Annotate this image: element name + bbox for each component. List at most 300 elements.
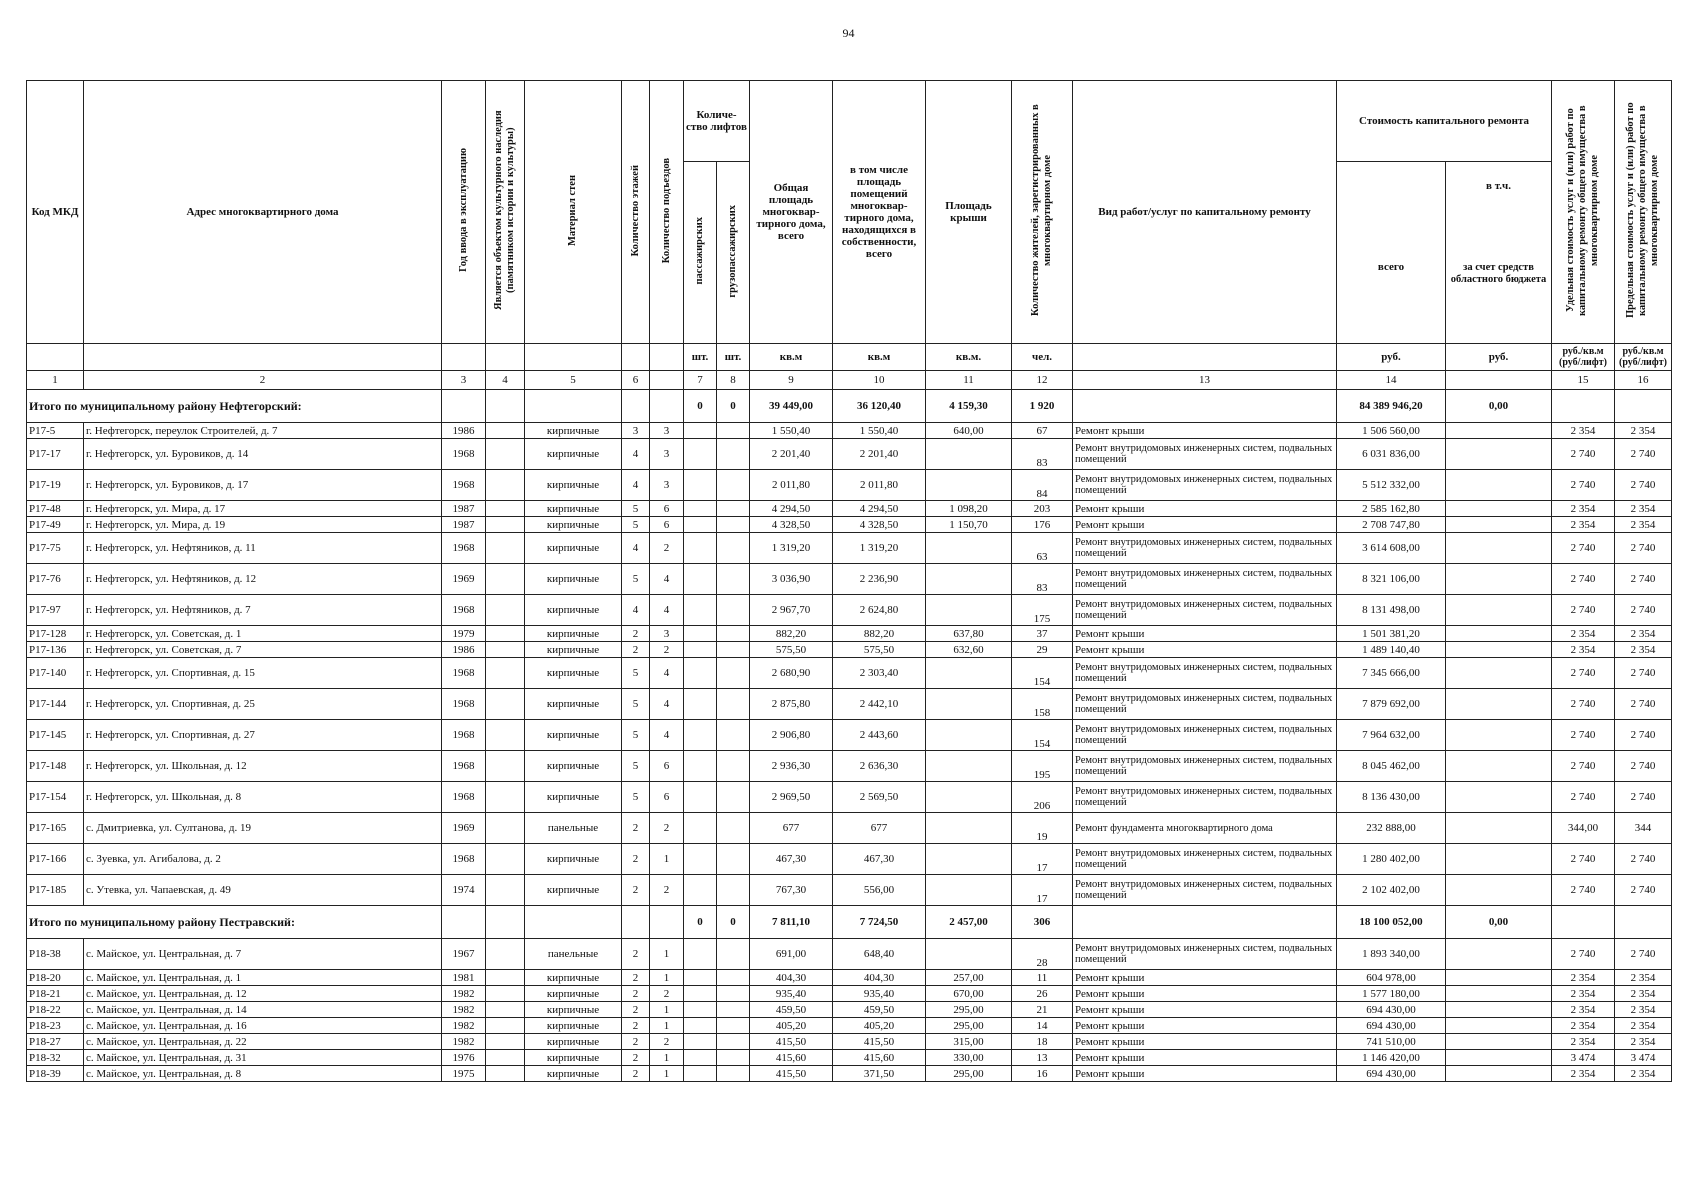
heritage-cell (486, 1002, 525, 1018)
capital-repair-table (26, 80, 1672, 1082)
entrances-count: 6 (650, 517, 684, 533)
total-area: 2 201,40 (750, 439, 833, 470)
total-area: 467,30 (750, 844, 833, 875)
total-area: 677 (750, 813, 833, 844)
header-code: Код МКД (27, 81, 84, 344)
year-built: 1987 (442, 501, 486, 517)
residents-count: 83 (1012, 439, 1073, 470)
cost-total: 7 964 632,00 (1337, 720, 1446, 751)
max-cost: 2 740 (1615, 533, 1672, 564)
lifts-cargo (717, 517, 750, 533)
total-area: 1 550,40 (750, 423, 833, 439)
heritage-cell (486, 1066, 525, 1082)
mkd-address: с. Майское, ул. Центральная, д. 8 (84, 1066, 442, 1082)
mkd-address: г. Нефтегорск, ул. Спортивная, д. 25 (84, 689, 442, 720)
year-built: 1968 (442, 658, 486, 689)
lifts-cargo (717, 689, 750, 720)
total-area: 2 875,80 (750, 689, 833, 720)
wall-material: кирпичные (525, 595, 622, 626)
entrances-count: 3 (650, 423, 684, 439)
cost-regional (1446, 751, 1552, 782)
mkd-address: г. Нефтегорск, ул. Мира, д. 17 (84, 501, 442, 517)
mkd-address: с. Майское, ул. Центральная, д. 22 (84, 1034, 442, 1050)
residents-count: 13 (1012, 1050, 1073, 1066)
table-row (27, 970, 1672, 986)
residents-count: 154 (1012, 720, 1073, 751)
mkd-code: Р18-23 (27, 1018, 84, 1034)
heritage-cell (486, 533, 525, 564)
table-row (27, 689, 1672, 720)
mkd-code: Р17-128 (27, 626, 84, 642)
mkd-address: г. Нефтегорск, ул. Школьная, д. 12 (84, 751, 442, 782)
lifts-passenger (684, 626, 717, 642)
table-row (27, 844, 1672, 875)
entrances-count: 4 (650, 595, 684, 626)
unit-pcs-1: шт. (684, 344, 717, 371)
empty-cell (486, 906, 525, 939)
lifts-passenger (684, 986, 717, 1002)
year-built: 1986 (442, 642, 486, 658)
unit-cost: 2 740 (1552, 751, 1615, 782)
residents-count: 37 (1012, 626, 1073, 642)
total-area: 882,20 (750, 626, 833, 642)
roof-area (926, 720, 1012, 751)
lifts-passenger (684, 875, 717, 906)
roof-area: 1 150,70 (926, 517, 1012, 533)
floors-count: 2 (622, 939, 650, 970)
mkd-code: Р17-165 (27, 813, 84, 844)
header-cost-regional: за счет средств областного бюджета (1450, 262, 1547, 285)
lifts-cargo (717, 1050, 750, 1066)
summary-cost-total: 84 389 946,20 (1337, 390, 1446, 423)
unit-sqm-1: кв.м (750, 344, 833, 371)
total-area: 1 319,20 (750, 533, 833, 564)
roof-area: 1 098,20 (926, 501, 1012, 517)
page-number: 94 (842, 26, 855, 40)
mkd-code: Р18-39 (27, 1066, 84, 1082)
owned-area: 415,60 (833, 1050, 926, 1066)
entrances-count: 1 (650, 1050, 684, 1066)
unit-cost: 2 740 (1552, 595, 1615, 626)
max-cost: 2 740 (1615, 689, 1672, 720)
entrances-count: 1 (650, 1002, 684, 1018)
entrances-count: 2 (650, 986, 684, 1002)
unit-cost: 2 740 (1552, 844, 1615, 875)
cost-total: 1 280 402,00 (1337, 844, 1446, 875)
heritage-cell (486, 423, 525, 439)
floors-count: 2 (622, 986, 650, 1002)
cost-regional (1446, 813, 1552, 844)
table-row (27, 1018, 1672, 1034)
cost-total: 1 501 381,20 (1337, 626, 1446, 642)
total-area: 3 036,90 (750, 564, 833, 595)
total-area: 767,30 (750, 875, 833, 906)
roof-area (926, 564, 1012, 595)
table-row (27, 439, 1672, 470)
floors-count: 3 (622, 423, 650, 439)
wall-material: кирпичные (525, 782, 622, 813)
wall-material: кирпичные (525, 423, 622, 439)
cost-total: 232 888,00 (1337, 813, 1446, 844)
entrances-count: 2 (650, 533, 684, 564)
cost-total: 8 321 106,00 (1337, 564, 1446, 595)
roof-area (926, 813, 1012, 844)
year-built: 1976 (442, 1050, 486, 1066)
total-area: 4 328,50 (750, 517, 833, 533)
unit-cost: 2 740 (1552, 564, 1615, 595)
unit-cost: 2 740 (1552, 720, 1615, 751)
entrances-count: 2 (650, 642, 684, 658)
header-roof-area: Площадь крыши (926, 81, 1012, 344)
mkd-code: Р17-154 (27, 782, 84, 813)
roof-area: 295,00 (926, 1066, 1012, 1082)
summary-cost-regional: 0,00 (1446, 390, 1552, 423)
column-number: 9 (750, 371, 833, 390)
wall-material: кирпичные (525, 689, 622, 720)
table-row (27, 782, 1672, 813)
owned-area: 677 (833, 813, 926, 844)
work-type: Ремонт внутридомовых инженерных систем, подвальных помещений (1073, 689, 1337, 720)
floors-count: 2 (622, 1002, 650, 1018)
unit-cost: 2 740 (1552, 439, 1615, 470)
work-type: Ремонт внутридомовых инженерных систем, подвальных помещений (1073, 658, 1337, 689)
wall-material: кирпичные (525, 642, 622, 658)
mkd-code: Р18-38 (27, 939, 84, 970)
table-row (27, 642, 1672, 658)
total-area: 2 969,50 (750, 782, 833, 813)
owned-area: 2 624,80 (833, 595, 926, 626)
work-type: Ремонт внутридомовых инженерных систем, подвальных помещений (1073, 564, 1337, 595)
mkd-address: с. Дмитриевка, ул. Султанова, д. 19 (84, 813, 442, 844)
cost-regional (1446, 1050, 1552, 1066)
column-number: 12 (1012, 371, 1073, 390)
lifts-passenger (684, 939, 717, 970)
floors-count: 5 (622, 720, 650, 751)
floors-count: 4 (622, 470, 650, 501)
floors-count: 2 (622, 875, 650, 906)
roof-area (926, 470, 1012, 501)
work-type: Ремонт внутридомовых инженерных систем, подвальных помещений (1073, 595, 1337, 626)
lifts-passenger (684, 1034, 717, 1050)
work-type: Ремонт крыши (1073, 501, 1337, 517)
floors-count: 2 (622, 1066, 650, 1082)
roof-area: 257,00 (926, 970, 1012, 986)
header-address: Адрес многоквартирного дома (84, 81, 442, 344)
residents-count: 17 (1012, 875, 1073, 906)
header-work-type: Вид работ/услуг по капитальному ремонту (1073, 81, 1337, 344)
wall-material: кирпичные (525, 1018, 622, 1034)
total-area: 459,50 (750, 1002, 833, 1018)
mkd-address: г. Нефтегорск, ул. Советская, д. 7 (84, 642, 442, 658)
column-number: 10 (833, 371, 926, 390)
column-number: 7 (684, 371, 717, 390)
lifts-passenger (684, 501, 717, 517)
empty-cell (622, 390, 650, 423)
max-cost: 2 740 (1615, 875, 1672, 906)
table-header (27, 81, 1672, 390)
wall-material: кирпичные (525, 844, 622, 875)
owned-area: 1 319,20 (833, 533, 926, 564)
wall-material: панельные (525, 813, 622, 844)
lifts-cargo (717, 439, 750, 470)
entrances-count: 1 (650, 1066, 684, 1082)
lifts-passenger (684, 517, 717, 533)
wall-material: кирпичные (525, 501, 622, 517)
heritage-cell (486, 720, 525, 751)
cost-total: 3 614 608,00 (1337, 533, 1446, 564)
unit-cost: 2 354 (1552, 642, 1615, 658)
summary-roof-area: 4 159,30 (926, 390, 1012, 423)
roof-area (926, 439, 1012, 470)
cost-regional (1446, 720, 1552, 751)
entrances-count: 4 (650, 689, 684, 720)
owned-area: 2 303,40 (833, 658, 926, 689)
residents-count: 28 (1012, 939, 1073, 970)
table-row (27, 986, 1672, 1002)
floors-count: 5 (622, 658, 650, 689)
table-row (27, 423, 1672, 439)
mkd-code: Р18-32 (27, 1050, 84, 1066)
wall-material: кирпичные (525, 970, 622, 986)
column-number: 5 (525, 371, 622, 390)
max-cost: 2 354 (1615, 423, 1672, 439)
cost-regional (1446, 439, 1552, 470)
floors-count: 2 (622, 844, 650, 875)
year-built: 1982 (442, 1034, 486, 1050)
owned-area: 935,40 (833, 986, 926, 1002)
entrances-count: 2 (650, 813, 684, 844)
header-residents: Количество жителей, зарегистрированных в многоквартирном доме (1030, 104, 1053, 317)
table-row (27, 1002, 1672, 1018)
header-max-cost: Предельная стоимость услуг и (или) работ по капитальному ремонту общего имущества в многоквартирном доме (1625, 102, 1661, 319)
entrances-count: 1 (650, 1018, 684, 1034)
lifts-cargo (717, 970, 750, 986)
floors-count: 5 (622, 517, 650, 533)
unit-cost: 2 354 (1552, 970, 1615, 986)
max-cost: 2 354 (1615, 642, 1672, 658)
cost-total: 8 136 430,00 (1337, 782, 1446, 813)
year-built: 1968 (442, 595, 486, 626)
cost-regional (1446, 1018, 1552, 1034)
total-area: 2 680,90 (750, 658, 833, 689)
cost-regional (1446, 1034, 1552, 1050)
mkd-address: г. Нефтегорск, ул. Школьная, д. 8 (84, 782, 442, 813)
lifts-cargo (717, 844, 750, 875)
empty-cell (1073, 390, 1337, 423)
wall-material: кирпичные (525, 658, 622, 689)
residents-count: 195 (1012, 751, 1073, 782)
wall-material: кирпичные (525, 1066, 622, 1082)
header-cost-incl (1446, 162, 1552, 344)
roof-area: 637,80 (926, 626, 1012, 642)
total-area: 415,60 (750, 1050, 833, 1066)
table-row (27, 595, 1672, 626)
unit-cost: 2 740 (1552, 533, 1615, 564)
mkd-address: г. Нефтегорск, переулок Строителей, д. 7 (84, 423, 442, 439)
unit-rub-2: руб. (1446, 344, 1552, 371)
year-built: 1969 (442, 564, 486, 595)
max-cost: 2 740 (1615, 844, 1672, 875)
total-area: 935,40 (750, 986, 833, 1002)
heritage-cell (486, 642, 525, 658)
column-number (650, 371, 684, 390)
mkd-code: Р17-17 (27, 439, 84, 470)
owned-area: 2 569,50 (833, 782, 926, 813)
mkd-code: Р17-76 (27, 564, 84, 595)
mkd-address: г. Нефтегорск, ул. Нефтяников, д. 7 (84, 595, 442, 626)
heritage-cell (486, 970, 525, 986)
entrances-count: 4 (650, 658, 684, 689)
unit-sqm-2: кв.м (833, 344, 926, 371)
max-cost: 2 740 (1615, 658, 1672, 689)
summary-cost-regional: 0,00 (1446, 906, 1552, 939)
table-row (27, 564, 1672, 595)
unit-cost: 2 740 (1552, 658, 1615, 689)
table-row (27, 939, 1672, 970)
header-lifts-passenger: пассажирских (694, 217, 705, 285)
unit-cost: 2 354 (1552, 1018, 1615, 1034)
max-cost: 2 354 (1615, 626, 1672, 642)
summary-owned-area: 36 120,40 (833, 390, 926, 423)
wall-material: панельные (525, 939, 622, 970)
table-row (27, 533, 1672, 564)
lifts-cargo (717, 1018, 750, 1034)
work-type: Ремонт крыши (1073, 423, 1337, 439)
max-cost: 2 740 (1615, 939, 1672, 970)
work-type: Ремонт крыши (1073, 642, 1337, 658)
lifts-passenger (684, 813, 717, 844)
cost-total: 1 506 560,00 (1337, 423, 1446, 439)
max-cost: 344 (1615, 813, 1672, 844)
cost-regional (1446, 986, 1552, 1002)
owned-area: 404,30 (833, 970, 926, 986)
header-year: Год ввода в эксплуатацию (457, 148, 469, 273)
residents-count: 154 (1012, 658, 1073, 689)
column-number: 6 (622, 371, 650, 390)
roof-area: 670,00 (926, 986, 1012, 1002)
mkd-code: Р18-27 (27, 1034, 84, 1050)
lifts-cargo (717, 1034, 750, 1050)
owned-area: 4 294,50 (833, 501, 926, 517)
entrances-count: 6 (650, 751, 684, 782)
lifts-passenger (684, 970, 717, 986)
empty-cell (650, 906, 684, 939)
cost-total: 8 045 462,00 (1337, 751, 1446, 782)
floors-count: 5 (622, 782, 650, 813)
residents-count: 67 (1012, 423, 1073, 439)
year-built: 1982 (442, 1018, 486, 1034)
mkd-address: г. Нефтегорск, ул. Нефтяников, д. 12 (84, 564, 442, 595)
floors-count: 5 (622, 689, 650, 720)
column-number-row (27, 371, 1672, 390)
entrances-count: 1 (650, 939, 684, 970)
heritage-cell (486, 1018, 525, 1034)
heritage-cell (486, 501, 525, 517)
empty-cell (650, 390, 684, 423)
max-cost: 2 354 (1615, 1034, 1672, 1050)
lifts-passenger (684, 595, 717, 626)
work-type: Ремонт фундамента многоквартирного дома (1073, 813, 1337, 844)
total-area: 415,50 (750, 1034, 833, 1050)
year-built: 1968 (442, 720, 486, 751)
lifts-cargo (717, 751, 750, 782)
cost-total: 2 102 402,00 (1337, 875, 1446, 906)
heritage-cell (486, 782, 525, 813)
unit-rub-sqm-1: руб./кв.м (руб/лифт) (1552, 344, 1615, 371)
owned-area: 556,00 (833, 875, 926, 906)
heritage-cell (486, 751, 525, 782)
work-type: Ремонт внутридомовых инженерных систем, подвальных помещений (1073, 939, 1337, 970)
year-built: 1968 (442, 470, 486, 501)
work-type: Ремонт крыши (1073, 970, 1337, 986)
unit-people: чел. (1012, 344, 1073, 371)
residents-count: 203 (1012, 501, 1073, 517)
summary-residents: 1 920 (1012, 390, 1073, 423)
summary-owned-area: 7 724,50 (833, 906, 926, 939)
year-built: 1982 (442, 1002, 486, 1018)
lifts-cargo (717, 642, 750, 658)
owned-area: 2 443,60 (833, 720, 926, 751)
roof-area: 640,00 (926, 423, 1012, 439)
residents-count: 206 (1012, 782, 1073, 813)
residents-count: 158 (1012, 689, 1073, 720)
work-type: Ремонт крыши (1073, 1002, 1337, 1018)
lifts-cargo (717, 564, 750, 595)
year-built: 1979 (442, 626, 486, 642)
roof-area (926, 689, 1012, 720)
owned-area: 2 636,30 (833, 751, 926, 782)
header-floors: Количество этажей (629, 164, 641, 257)
heritage-cell (486, 517, 525, 533)
max-cost: 2 740 (1615, 751, 1672, 782)
work-type: Ремонт крыши (1073, 1066, 1337, 1082)
owned-area: 415,50 (833, 1034, 926, 1050)
year-built: 1968 (442, 844, 486, 875)
year-built: 1975 (442, 1066, 486, 1082)
mkd-code: Р17-166 (27, 844, 84, 875)
entrances-count: 4 (650, 720, 684, 751)
year-built: 1967 (442, 939, 486, 970)
entrances-count: 6 (650, 782, 684, 813)
owned-area: 1 550,40 (833, 423, 926, 439)
summary-lifts-passenger: 0 (684, 390, 717, 423)
header-entrances: Количество подъездов (660, 157, 672, 264)
cost-regional (1446, 423, 1552, 439)
column-number: 3 (442, 371, 486, 390)
wall-material: кирпичные (525, 470, 622, 501)
residents-count: 84 (1012, 470, 1073, 501)
floors-count: 2 (622, 642, 650, 658)
column-number: 4 (486, 371, 525, 390)
unit-rub-1: руб. (1337, 344, 1446, 371)
table-row (27, 470, 1672, 501)
header-total-area: Общая площадь многоквар-тирного дома, всего (750, 81, 833, 344)
owned-area: 882,20 (833, 626, 926, 642)
lifts-passenger (684, 564, 717, 595)
entrances-count: 1 (650, 970, 684, 986)
year-built: 1968 (442, 689, 486, 720)
owned-area: 405,20 (833, 1018, 926, 1034)
cost-regional (1446, 1002, 1552, 1018)
lifts-cargo (717, 470, 750, 501)
summary-cost-total: 18 100 052,00 (1337, 906, 1446, 939)
floors-count: 2 (622, 970, 650, 986)
district-summary-label: Итого по муниципальному району Нефтегорский: (27, 390, 442, 423)
entrances-count: 3 (650, 626, 684, 642)
cost-total: 694 430,00 (1337, 1018, 1446, 1034)
wall-material: кирпичные (525, 439, 622, 470)
header-cost-incl-label: в т.ч. (1486, 180, 1511, 192)
